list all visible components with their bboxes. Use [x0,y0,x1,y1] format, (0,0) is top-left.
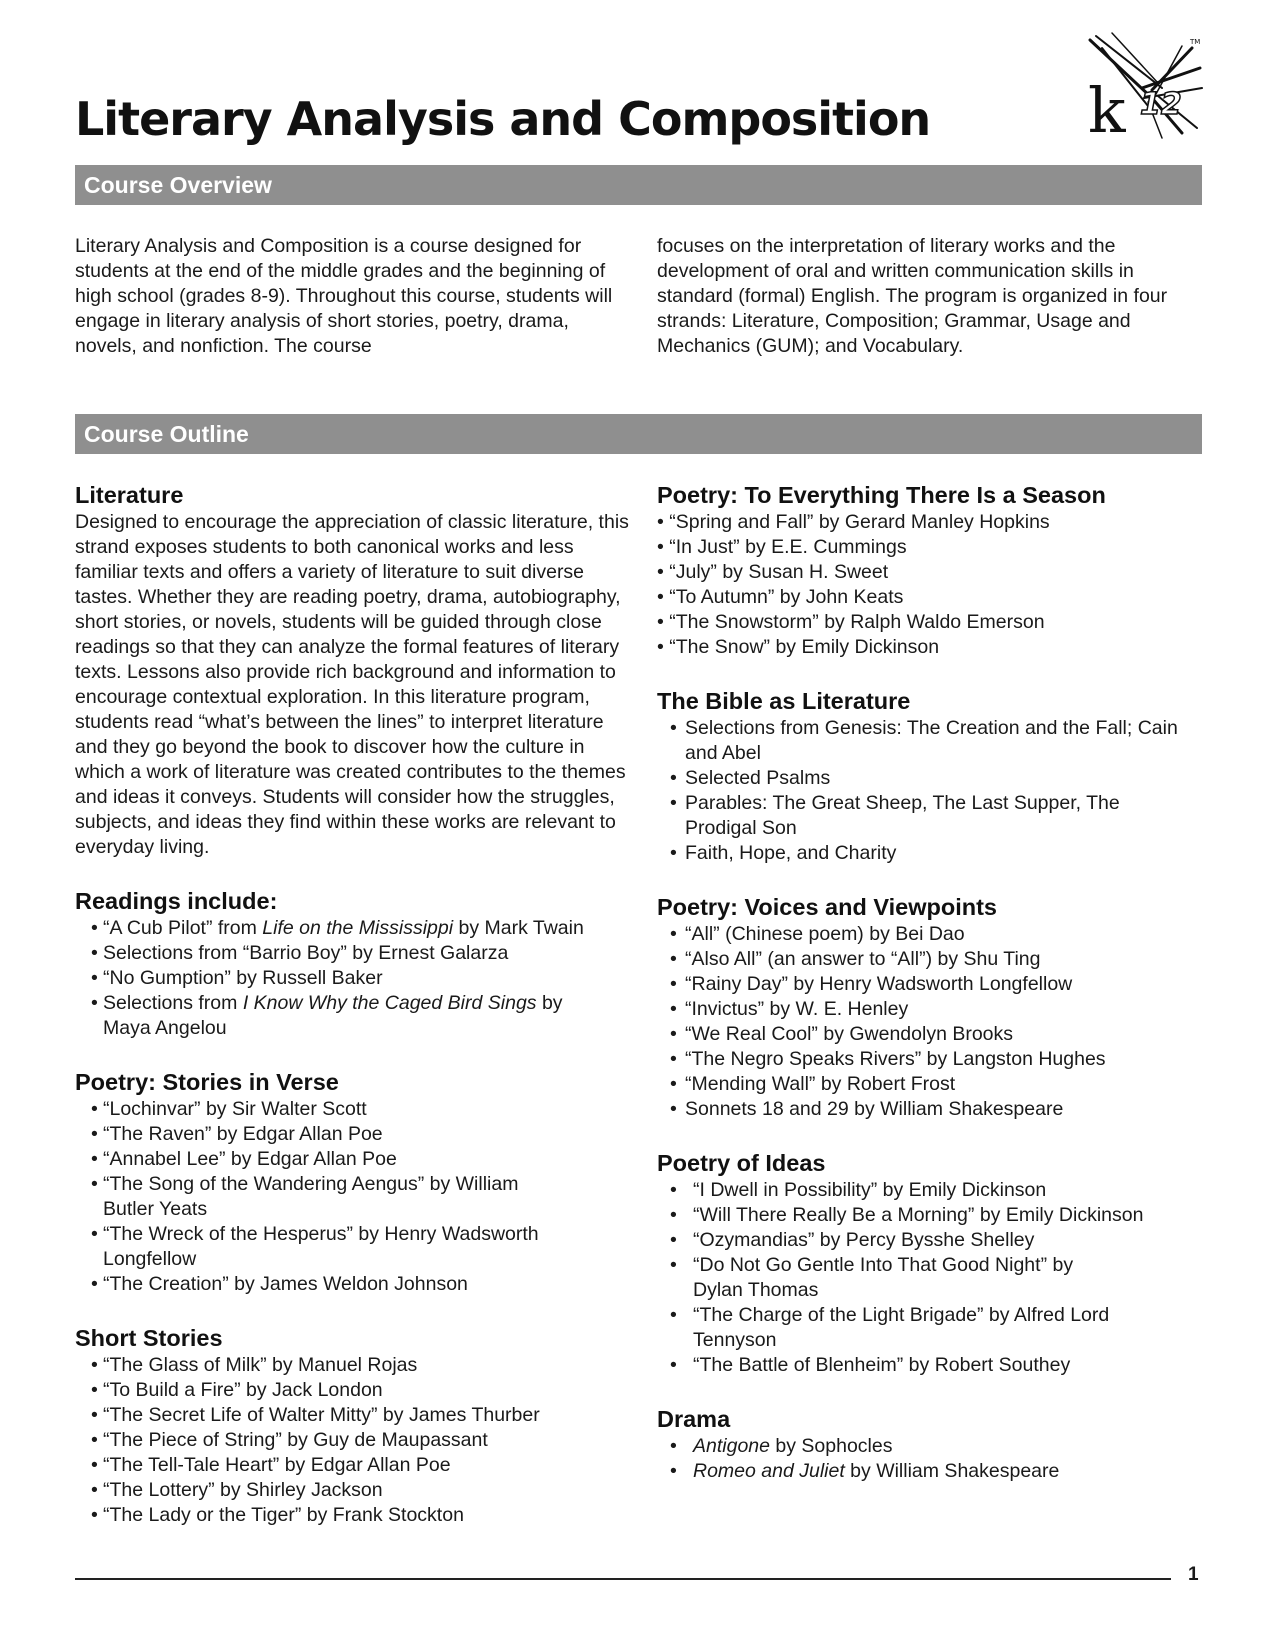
course-outline-heading: Course Outline [84,421,249,447]
list-item: • Parables: The Great Sheep, The Last Supper, The Prodigal Son [657,791,1145,841]
season-list [657,510,1217,660]
list-item: • Selected Psalms [657,766,1202,791]
ideas-heading: Poetry of Ideas [657,1150,826,1176]
list-item: • “The Negro Speaks Rivers” by Langston Hughes [657,1047,1217,1072]
list-item: • “The Tell-Tale Heart” by Edgar Allan Poe [75,1453,635,1478]
ideas-section [657,1150,1217,1378]
list-item: • Selections from I Know Why the Caged Bird Sings by Maya Angelou [75,991,583,1041]
list-item: • “The Piece of String” by Guy de Maupassant [75,1428,635,1453]
list-item: • Faith, Hope, and Charity [657,841,1202,866]
list-item: • “To Autumn” by John Keats [657,586,904,608]
short-stories-heading: Short Stories [75,1325,223,1351]
literature-description: Designed to encourage the appreciation of classic literature, this strand exposes students to both canonical works and less familiar texts and offers a variety of literature to suit diverse tastes. Whether they are reading poetry, drama, autobiography, short stories, or novels, students will be guided through close readings so that they can analyze the formal features of literary texts. Lessons also provide rich background and information to encourage contextual exploration. In this literature program, students read “what’s between the lines” to interpret literature and they go beyond the book to discover how the culture in which a work of literature was created contributes to the themes and ideas it conveys. Students will consider how the struggles, subjects, and ideas they find within these works are relevant to everyday living. [75,511,629,858]
outline-left-column [75,482,635,1556]
list-item: • “In Just” by E.E. Cummings [657,536,907,558]
course-overview-bar [75,165,1202,205]
list-item: • “The Song of the Wandering Aengus” by William Butler Yeats [75,1172,555,1222]
list-item: • “Spring and Fall” by Gerard Manley Hopkins [657,511,1050,533]
list-item: • Antigone by Sophocles [657,1434,1217,1459]
drama-heading: Drama [657,1406,731,1432]
course-overview-heading: Course Overview [84,172,272,198]
list-item: • “I Dwell in Possibility” by Emily Dickinson [657,1178,1137,1203]
season-heading: Poetry: To Everything There Is a Season [657,482,1106,508]
page-number: 1 [1188,1564,1199,1585]
literature-heading: Literature [75,482,184,508]
list-item: • Selections from “Barrio Boy” by Ernest Galarza [75,941,635,966]
ideas-list [657,1178,1144,1378]
list-item: • “The Charge of the Light Brigade” by Alfred Lord Tennyson [657,1303,1153,1353]
list-item: • “Will There Really Be a Morning” by Emily Dickinson [657,1203,1233,1228]
list-item: • “The Secret Life of Walter Mitty” by James Thurber [75,1403,635,1428]
page-title: Literary Analysis and Composition [75,92,931,146]
bible-section [657,688,1217,866]
list-item: • “The Glass of Milk” by Manuel Rojas [75,1353,635,1378]
list-item: • “The Battle of Blenheim” by Robert Southey [657,1353,1137,1378]
svg-text:12: 12 [1140,87,1182,122]
list-item: • “Ozymandias” by Percy Bysshe Shelley [657,1228,1137,1253]
stories-in-verse-heading: Poetry: Stories in Verse [75,1069,339,1095]
list-item: • “Also All” (an answer to “All”) by Shu Ting [657,947,1217,972]
list-item: • “The Lady or the Tiger” by Frank Stockton [75,1503,635,1528]
readings-list [75,916,635,1041]
list-item: • Sonnets 18 and 29 by William Shakespeare [657,1097,1217,1122]
list-item: • “Lochinvar” by Sir Walter Scott [75,1097,555,1122]
readings-section [75,888,635,1041]
stories-in-verse-section [75,1069,635,1297]
list-item: • “July” by Susan H. Sweet [657,561,889,583]
bible-list [657,716,1202,866]
bible-heading: The Bible as Literature [657,688,911,714]
list-item: • “We Real Cool” by Gwendolyn Brooks [657,1022,1217,1047]
list-item: • “Annabel Lee” by Edgar Allan Poe [75,1147,555,1172]
list-item: • Selections from Genesis: The Creation and the Fall; Cain and Abel [657,716,1202,766]
voices-section [657,894,1217,1122]
voices-heading: Poetry: Voices and Viewpoints [657,894,997,920]
overview-text-col2: focuses on the interpretation of literary works and the development of oral and written communication skills in standard (formal) English. The program is organized in four strands: Literature, Composition; Grammar, Usage and Mechanics (GUM); and Vocabulary. [657,235,1168,357]
k12-logo [1082,28,1207,148]
list-item: • “No Gumption” by Russell Baker [75,966,635,991]
drama-list [657,1434,1217,1484]
list-item: • “The Snowstorm” by Ralph Waldo Emerson [657,611,1045,633]
drama-section [657,1406,1217,1484]
svg-text:k: k [1088,74,1126,147]
overview-text-col1: Literary Analysis and Composition is a course designed for students at the end of the middle grades and the beginning of high school (grades 8-9). Throughout this course, students will engage in literary analysis of short stories, poetry, drama, novels, and nonfiction. The course [75,235,613,357]
list-item: • “Rainy Day” by Henry Wadsworth Longfellow [657,972,1217,997]
list-item: • “Mending Wall” by Robert Frost [657,1072,1217,1097]
outline-right-column [657,482,1217,1512]
list-item: • “The Creation” by James Weldon Johnson [75,1272,555,1297]
course-outline-bar [75,414,1202,454]
readings-heading: Readings include: [75,888,278,914]
list-item: • Romeo and Juliet by William Shakespeare [657,1459,1217,1484]
list-item: • “The Snow” by Emily Dickinson [657,636,940,658]
stories-in-verse-list [75,1097,555,1297]
list-item: • “The Lottery” by Shirley Jackson [75,1478,635,1503]
list-item: • “Invictus” by W. E. Henley [657,997,1217,1022]
list-item: • “To Build a Fire” by Jack London [75,1378,635,1403]
voices-list [657,922,1217,1122]
short-stories-list [75,1353,635,1528]
list-item: • “A Cub Pilot” from Life on the Mississippi by Mark Twain [75,916,635,941]
svg-text:TM: TM [1190,38,1201,46]
list-item: • “All” (Chinese poem) by Bei Dao [657,922,1217,947]
season-section [657,482,1217,660]
list-item: • “The Raven” by Edgar Allan Poe [75,1122,555,1147]
literature-section [75,482,635,860]
footer-rule [75,1578,1171,1580]
list-item: • “Do Not Go Gentle Into That Good Night” by Dylan Thomas [657,1253,1113,1303]
short-stories-section [75,1325,635,1528]
list-item: • “The Wreck of the Hesperus” by Henry Wadsworth Longfellow [75,1222,555,1272]
